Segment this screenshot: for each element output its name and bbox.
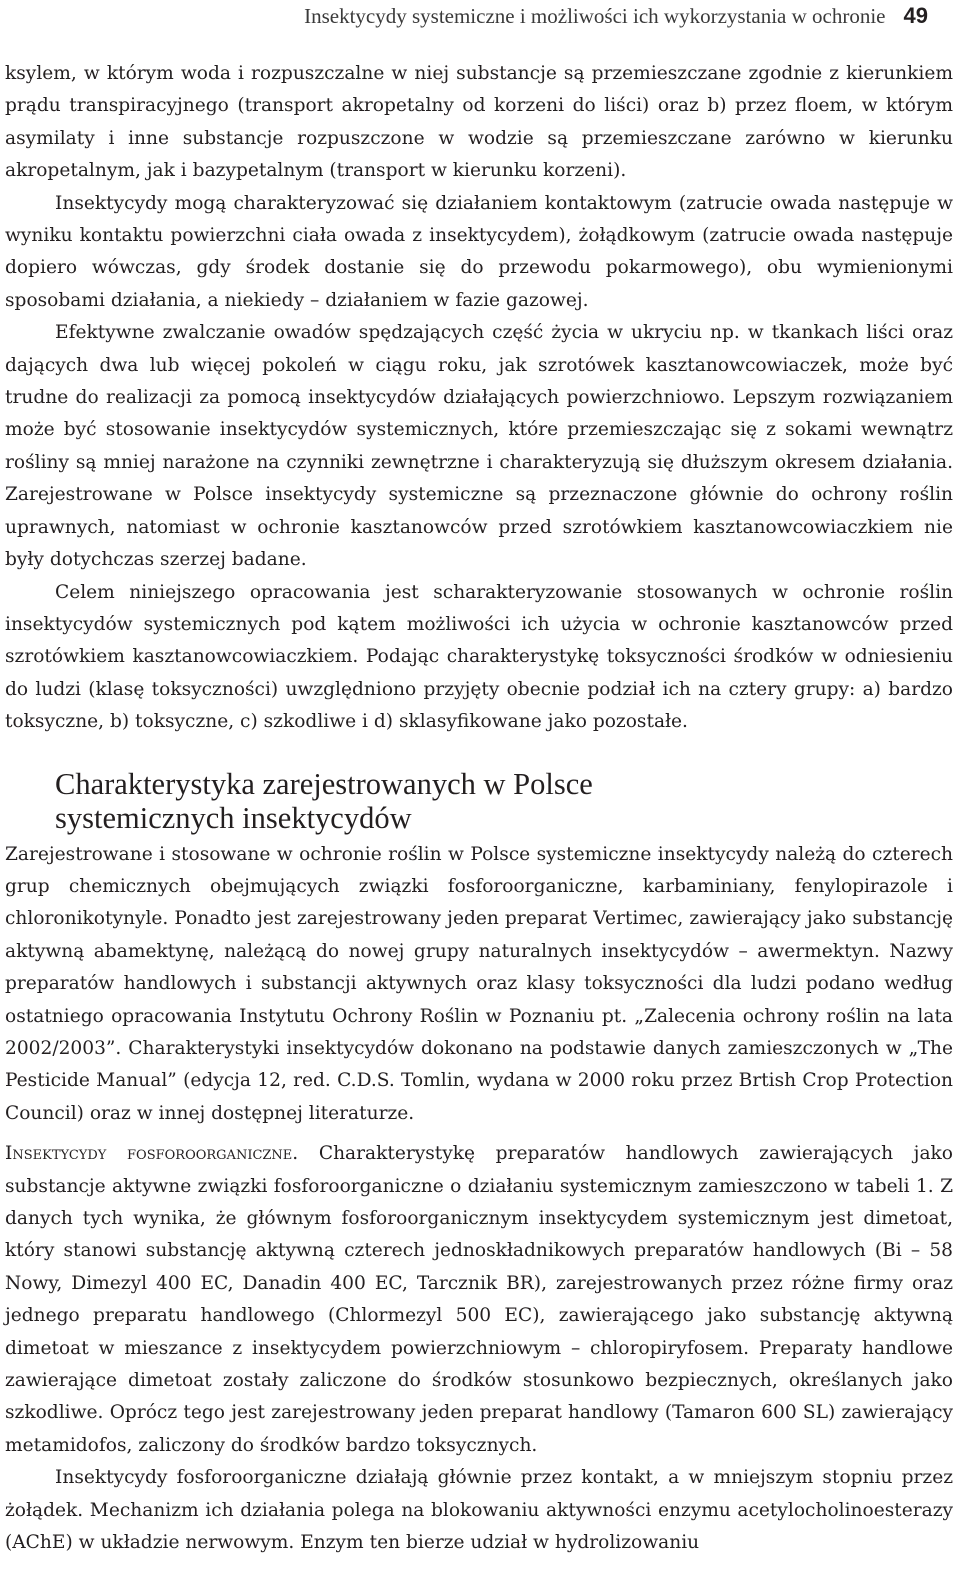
body-text	[5, 58, 953, 1559]
running-title: Insektycydy systemiczne i możliwości ich wykorzystania w ochronie	[304, 4, 886, 28]
paragraph	[5, 1138, 953, 1462]
paragraph: Zarejestrowane i stosowane w ochronie roślin w Polsce systemiczne insektycydy należą do czterech grup chemicznych obejmujących związki fosforoorganiczne, karbaminiany, fenylopirazole i chloronikotynyle. Ponadto jest zarejestrowany jeden preparat Vertimec, zawierający jako substancję aktywną abamektynę, należącą do nowej grupy naturalnych insektycydów – awermektyn. Nazwy preparatów handlowych i substancji aktywnych oraz klasy toksyczności dla ludzi podano według ostatniego opracowania Instytutu Ochrony Roślin w Poznaniu pt. „Zalecenia ochrony roślin na lata 2002/2003”. Charakterystyki insektycydów dokonano na podstawie danych zamieszczonych w „The Pesticide Manual” (edycja 12, red. C.D.S. Tomlin, wydana w 2000 roku przez Brtish Crop Protection Council) oraz w innej dostępnej literaturze.	[5, 843, 953, 1124]
section-heading	[55, 767, 953, 835]
page-number: 49	[903, 3, 928, 28]
paragraph: ksylem, w którym woda i rozpuszczalne w niej substancje są przemieszczane zgodnie z kierunkiem prądu transpiracyjnego (transport akropetalny od korzeni do liści) oraz b) przez floem, w którym asymilaty i inne substancje rozpuszczone w wodzie są przemieszczane zarówno w kierunku akropetalnym, jak i bazypetalnym (transport w kierunku korzeni).	[5, 63, 953, 182]
section-heading-line: Charakterystyka zarejestrowanych w Polsce	[55, 766, 593, 801]
paragraph: Efektywne zwalczanie owadów spędzających część życia w ukryciu np. w tkankach liści oraz dających dwa lub więcej pokoleń w ciągu roku, jak szrotówek kasztanowcowiaczek, może być trudne do realizacji za pomocą insektycydów działających powierzchniowo. Lepszym rozwiązaniem może być stosowanie insektycydów systemicznych, które przemieszczając się z sokami wewnątrz rośliny są mniej narażone na czynniki zewnętrzne i charakteryzują się dłuższym okresem działania. Zarejestrowane w Polsce insektycydy systemiczne są przeznaczone głównie do ochrony roślin uprawnych, natomiast w ochronie kasztanowców przed szrotówkiem kasztanowcowiaczkiem nie były dotychczas szerzej badane.	[5, 322, 953, 571]
paragraph: Insektycydy fosforoorganiczne działają głównie przez kontakt, a w mniejszym stopniu przez żołądek. Mechanizm ich działania polega na blokowaniu aktywności enzymu acetylocholinoesterazy (AChE) w układzie nerwowym. Enzym ten bierze udział w hydrolizowaniu	[5, 1467, 953, 1554]
paragraph: Insektycydy mogą charakteryzować się działaniem kontaktowym (zatrucie owada następuje w wyniku kontaktu powierzchni ciała owada z insektycydem), żołądkowym (zatrucie owada następuje dopiero wówczas, gdy środek dostanie się do przewodu pokarmowego), obu wymienionymi sposobami działania, a niekiedy – działaniem w fazie gazowej.	[5, 192, 953, 311]
subsection-lead: Insektycydy fosforoorganiczne.	[5, 1143, 299, 1165]
section-heading-line: systemicznych insektycydów	[55, 800, 412, 835]
paragraph: Celem niniejszego opracowania jest scharakteryzowanie stosowanych w ochronie roślin insektycydów systemicznych pod kątem możliwości ich użycia w ochronie kasztanowców przed szrotówkiem kasztanowcowiaczkiem. Podając charakterystykę toksyczności środków w odniesieniu do ludzi (klasę toksyczności) uwzględniono przyjęty obecnie podział ich na cztery grupy: a) bardzo toksyczne, b) toksyczne, c) szkodliwe i d) sklasyfikowane jako pozostałe.	[5, 581, 953, 733]
running-header	[0, 3, 928, 29]
paragraph-text: Charakterystykę preparatów handlowych zawierających jako substancje aktywne związki fosforoorganiczne o działaniu systemicznym zamieszczono w tabeli 1. Z danych tych wynika, że głównym fosforoorganicznym insektycydem systemicznym jest dimetoat, który stanowi substancję aktywną czterech jednoskładnikowych preparatów handlowych (Bi – 58 Nowy, Dimezyl 400 EC, Danadin 400 EC, Tarcznik BR), zarejestrowanych przez różne firmy oraz jednego preparatu handlowego (Chlormezyl 500 EC), zawierającego jako substancję aktywną dimetoat w mieszance z insektycydem powierzchniowym – chloropiryfosem. Preparaty handlowe zawierające dimetoat zostały zaliczone do środków stosunkowo bezpiecznych, określanych jako szkodliwe. Oprócz tego jest zarejestrowany jeden preparat handlowy (Tamaron 600 SL) zawierający metamidofos, zaliczony do środków bardzo toksycznych.	[5, 1143, 953, 1456]
